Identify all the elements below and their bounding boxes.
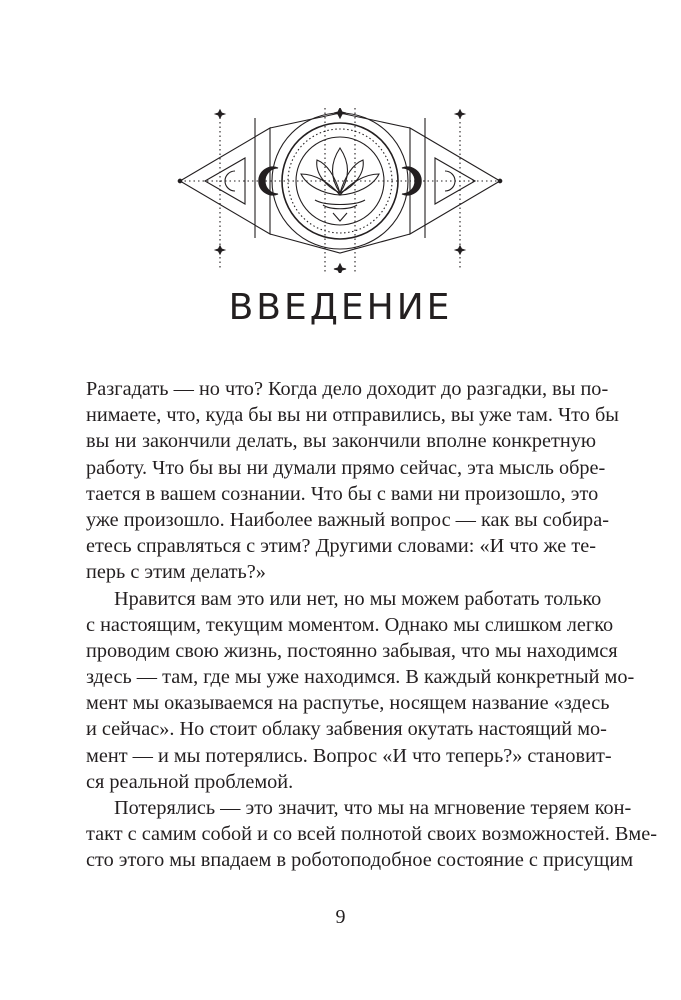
text-line: Разгадать — но что? Когда дело доходит до разгадки, вы по-: [86, 378, 609, 400]
text-line: уже произошло. Наиболее важный вопрос — как вы собира-: [86, 508, 609, 531]
text-line: сто этого мы впадаем в роботоподобное состояние с присущим: [86, 849, 634, 872]
text-line: работу. Что бы вы ни думали прямо сейчас, эта мысль обре-: [86, 456, 606, 479]
text-line: перь с этим делать?»: [86, 561, 266, 584]
paragraph-2: [86, 586, 635, 796]
text-line: проводим свою жизнь, постоянно забывая, что мы находимся: [86, 639, 618, 662]
text-line: Потерялись — это значит, что мы на мгновение теряем кон-: [114, 797, 632, 819]
text-line: ся реальной проблемой.: [86, 770, 294, 793]
text-line: мент мы оказываемся на распутье, носящем название «здесь: [86, 692, 610, 715]
text-line: и сейчас». Но стоит облаку забвения окутать настоящий мо-: [86, 718, 607, 741]
text-line: такт с самим собой и со всей полнотой своих возможностей. Вме-: [86, 823, 657, 846]
text-line: здесь — там, где мы уже находимся. В каждый конкретный мо-: [86, 666, 635, 689]
text-line: нимаете, что, куда бы вы ни отправились, вы уже там. Что бы: [86, 404, 619, 427]
text-line: етесь справляться с этим? Другими словами: «И что же те-: [86, 535, 596, 558]
paragraph-3: [86, 795, 657, 874]
text-line: вы ни закончили делать, вы закончили вполне конкретную: [86, 430, 596, 453]
text-line: с настоящим, текущим моментом. Однако мы слишком легко: [86, 613, 614, 636]
paragraph-1: [86, 376, 619, 586]
text-line: тается в вашем сознании. Что бы с вами ни произошло, это: [86, 482, 599, 505]
body-text: [86, 376, 657, 874]
page-number: 9: [335, 906, 346, 928]
lotus-moon-ornament-icon: [175, 108, 505, 273]
chapter-title: ВВЕДЕНИЕ: [228, 287, 453, 328]
text-line: Нравится вам это или нет, но мы можем работать только: [114, 587, 602, 610]
text-line: мент — и мы потерялись. Вопрос «И что теперь?» становит-: [86, 744, 612, 767]
